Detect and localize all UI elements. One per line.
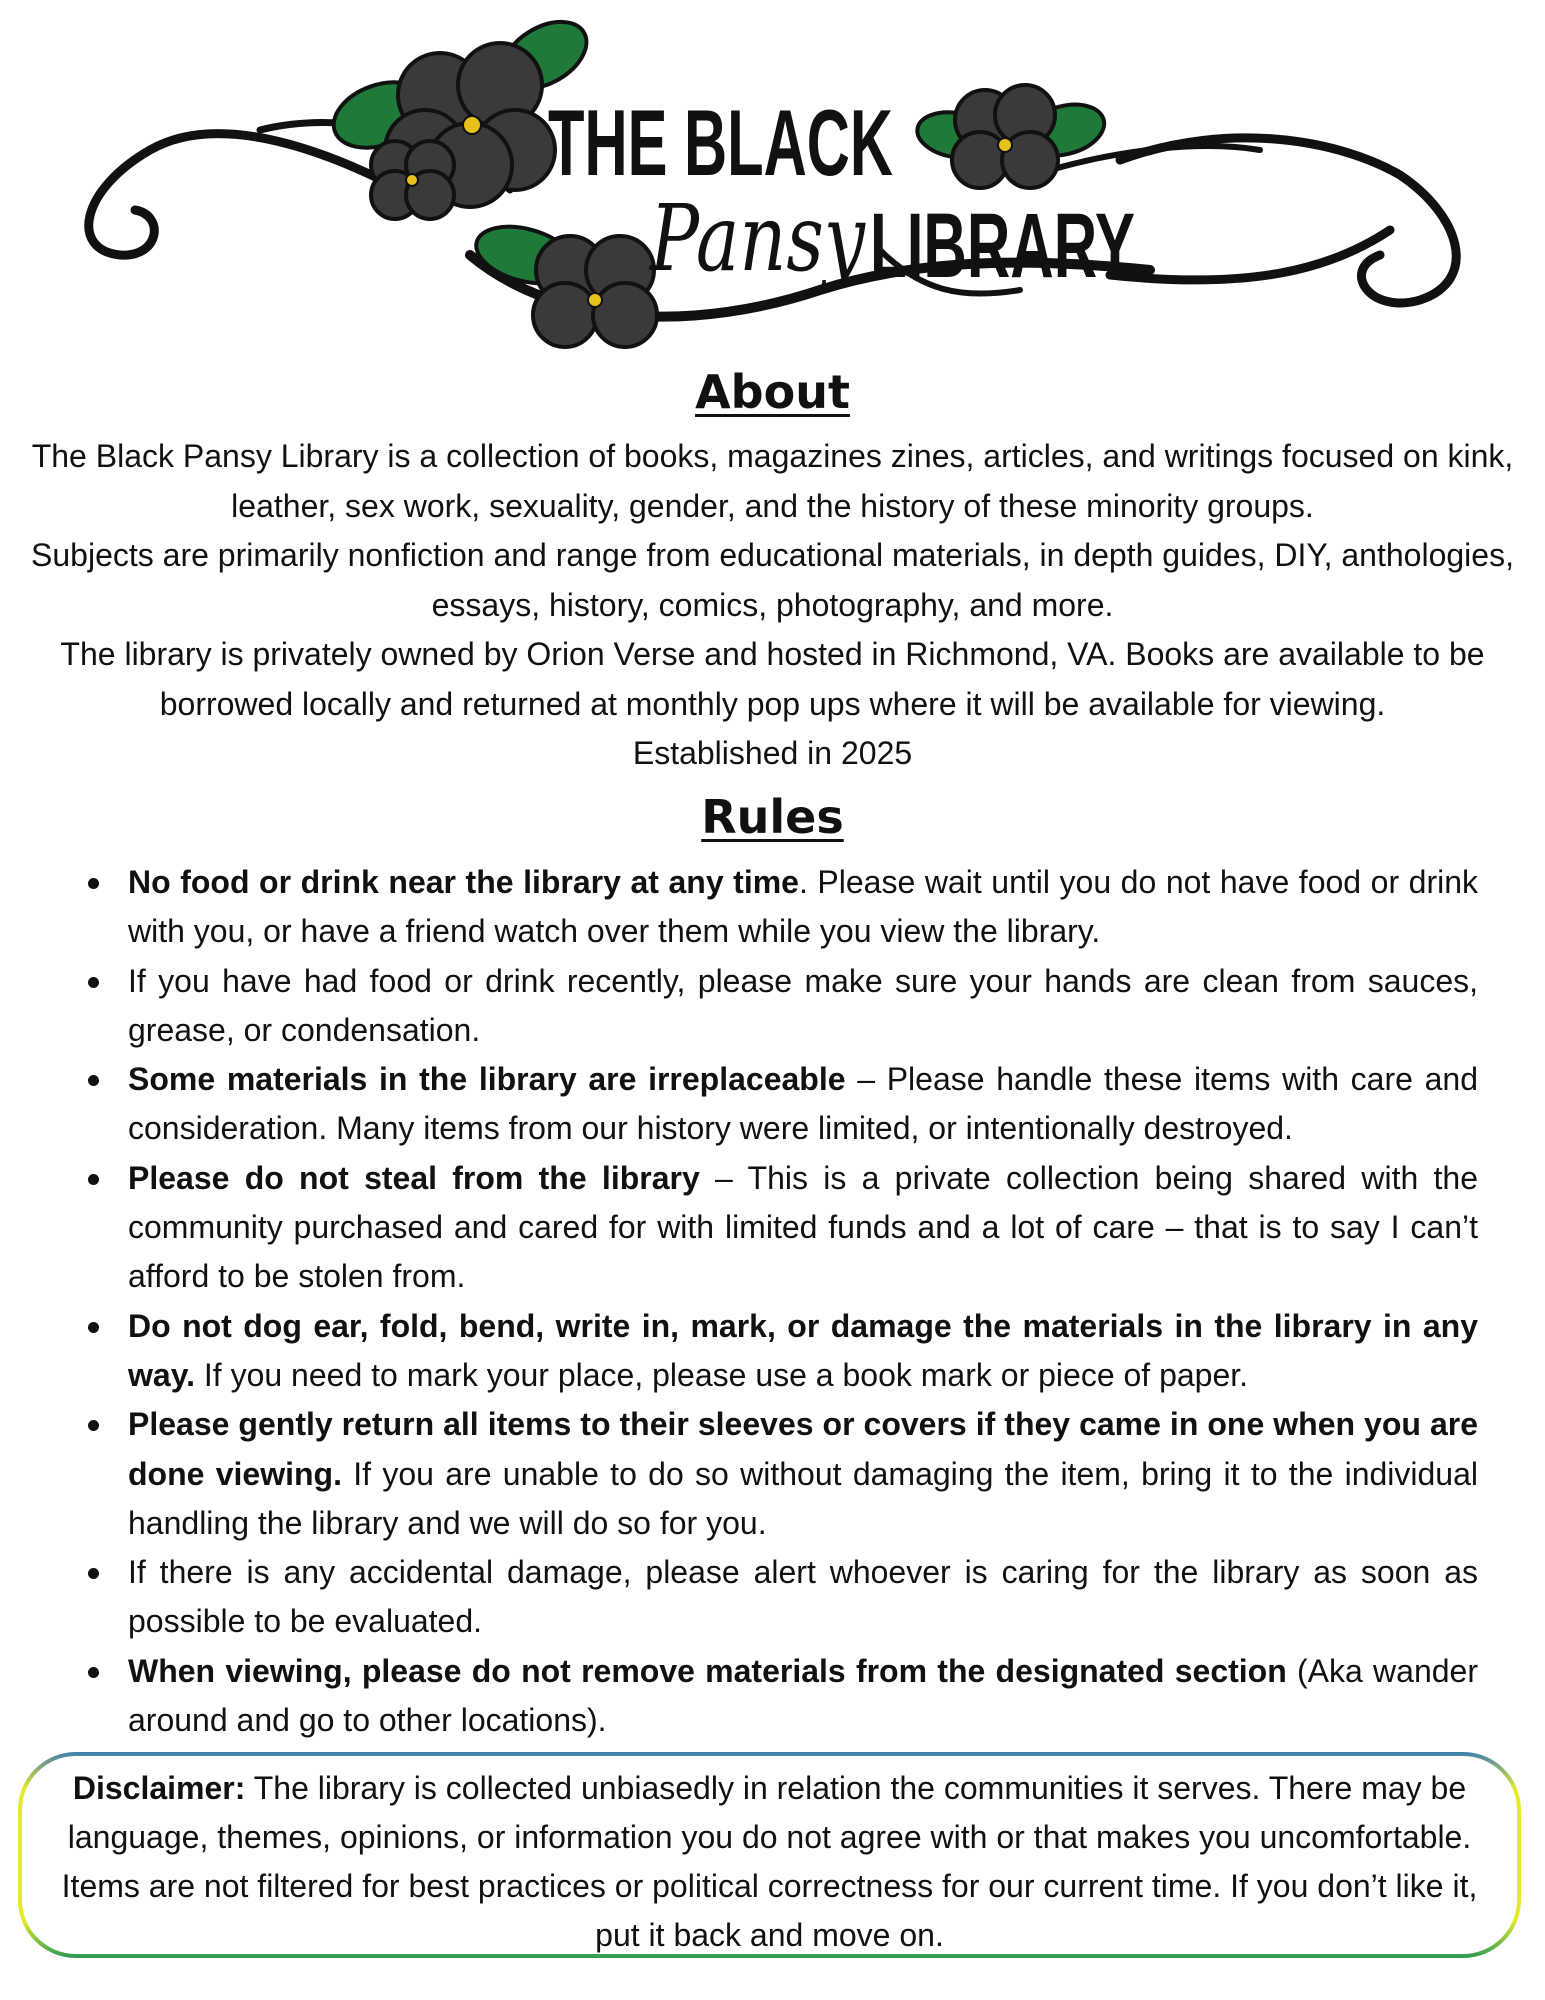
about-heading: About xyxy=(695,365,850,419)
rule-bold-text: Do not dog ear, fold, bend, write in, mark, or damage the materials in the library in any way. xyxy=(128,1307,1478,1393)
bullet-icon xyxy=(88,1420,99,1431)
pansy-bottom-flower-icon xyxy=(533,236,657,347)
rule-bold-text: When viewing, please do not remove materials from the designated section xyxy=(128,1652,1287,1689)
rule-item xyxy=(78,1647,1478,1746)
about-paragraph: The Black Pansy Library is a collection of books, magazines zines, articles, and writings focused on kink, leather, sex work, sexuality, gender, and the history of these minority groups. xyxy=(31,438,1514,524)
disclaimer-box xyxy=(18,1752,1521,1958)
rules-list xyxy=(78,858,1478,1745)
bullet-icon xyxy=(88,1667,99,1678)
rule-item xyxy=(78,1154,1478,1302)
disclaimer-label: Disclaimer: xyxy=(72,1770,246,1806)
rule-text: – This is a private collection being shared with the community purchased and cared for with limited funds and a lot of care – that is to say I can’t afford to be stolen from. xyxy=(128,1159,1479,1295)
rule-bold-text: No food or drink near the library at any time xyxy=(128,864,799,900)
about-paragraph: The library is privately owned by Orion Verse and hosted in Richmond, VA. Books are available to be borrowed locally and returned at monthly pop ups where it will be available for viewing. xyxy=(60,636,1485,722)
rule-item xyxy=(78,1548,1478,1647)
bullet-icon xyxy=(88,977,99,988)
bullet-icon xyxy=(88,1174,99,1185)
bullet-icon xyxy=(88,1075,99,1086)
rule-bold-text: Some materials in the library are irreplaceable xyxy=(128,1061,846,1098)
logo-script-word: Pansy xyxy=(648,185,866,292)
about-paragraph: Subjects are primarily nonfiction and range from educational materials, in depth guides, DIY, anthologies, essays, history, comics, photography, and more. xyxy=(31,537,1514,623)
logo-title-line1: THE BLACK xyxy=(548,90,894,195)
about-section xyxy=(25,432,1520,779)
rule-text: If there is any accidental damage, please alert whoever is caring for the library as soon as possible to be evaluated. xyxy=(128,1554,1478,1640)
rule-bold-text: Please do not steal from the library xyxy=(128,1159,700,1196)
pansy-small-flower-icon xyxy=(371,141,454,219)
rule-text: If you need to mark your place, please use a book mark or piece of paper. xyxy=(195,1356,1249,1393)
rule-item xyxy=(78,957,1478,1056)
rule-item xyxy=(78,1400,1478,1548)
rule-item xyxy=(78,1055,1478,1154)
rule-text: If you have had food or drink recently, please make sure your hands are clean from sauces, grease, or condensation. xyxy=(128,962,1478,1048)
rule-item xyxy=(78,858,1478,957)
disclaimer-body: The library is collected unbiasedly in relation the communities it serves. There may be language, themes, opinions, or information you do not agree with or that makes you uncomfortable. Items are not filtered for best practices or political correctness for our current time. If you don’t like it, put it back and move on. xyxy=(61,1770,1478,1953)
rule-text: (Aka wander around and go to other locations). xyxy=(128,1652,1478,1739)
bullet-icon xyxy=(88,878,99,889)
rule-text: . Please wait until you do not have food or drink with you, or have a friend watch over them while you view the library. xyxy=(128,864,1479,950)
pansy-right-flower-icon xyxy=(952,85,1058,188)
rule-text: – Please handle these items with care and consideration. Many items from our history were limited, or intentionally destroyed. xyxy=(128,1061,1479,1147)
bullet-icon xyxy=(88,1568,99,1579)
logo-graphic xyxy=(0,0,1545,360)
logo-title-line2: LIBRARY xyxy=(870,195,1135,297)
rule-text: If you are unable to do so without damaging the item, bring it to the individual handling the library and we will do so for you. xyxy=(128,1455,1479,1541)
logo-banner xyxy=(0,0,1545,360)
bullet-icon xyxy=(88,1322,99,1333)
disclaimer-text xyxy=(22,1756,1517,1954)
about-established: Established in 2025 xyxy=(632,735,913,771)
rule-bold-text: Please gently return all items to their sleeves or covers if they came in one when you are done viewing. xyxy=(128,1406,1478,1492)
rule-item xyxy=(78,1302,1478,1401)
rules-heading: Rules xyxy=(701,790,844,844)
